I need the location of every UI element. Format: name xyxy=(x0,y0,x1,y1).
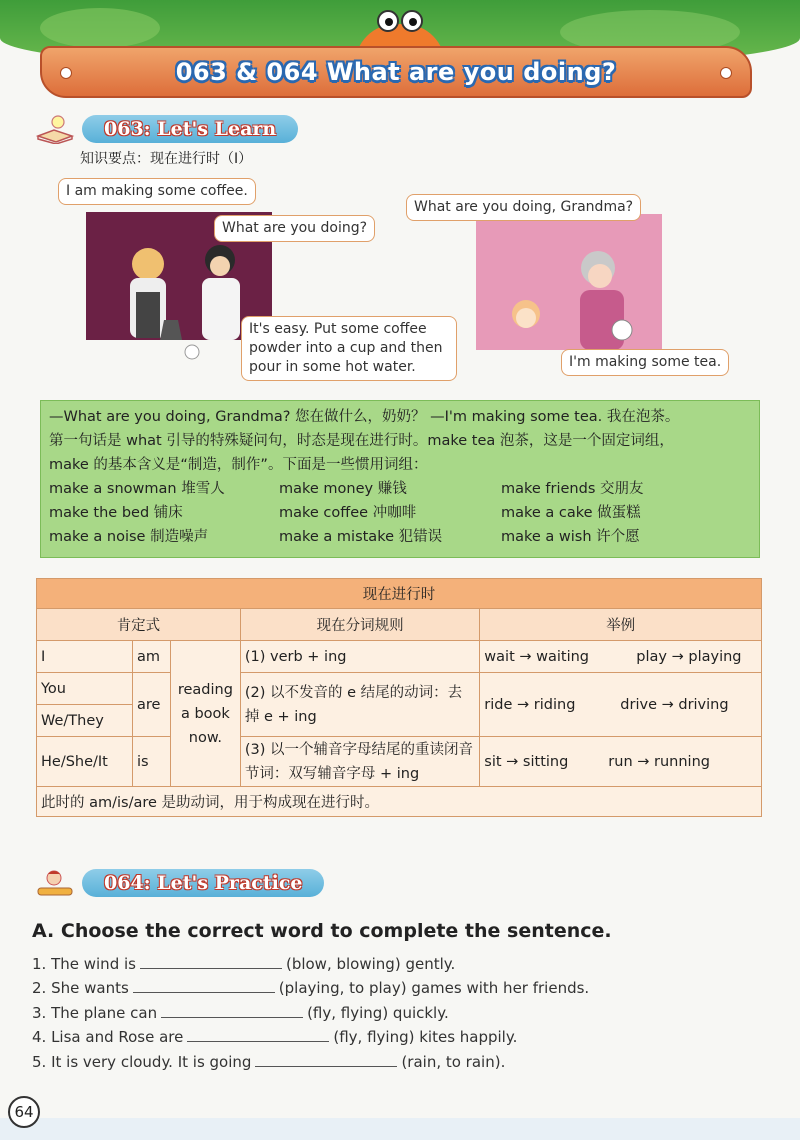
pronoun-cell: He/She/It xyxy=(37,737,133,787)
explanation-box xyxy=(40,400,760,558)
table-header: 肯定式 xyxy=(37,609,241,641)
verb-cell: is xyxy=(132,737,170,787)
answer-blank[interactable] xyxy=(140,955,282,969)
example: run → running xyxy=(608,753,710,770)
table-header: 现在分词规则 xyxy=(240,609,479,641)
phrase: make a wish 许个愿 xyxy=(501,529,640,545)
pronoun-cell: I xyxy=(37,641,133,673)
phrase: make a snowman 堆雪人 xyxy=(49,481,225,497)
note-line: —What are you doing, Grandma? 您在做什么，奶奶？ —I'm making some tea. 我在泡茶。 xyxy=(49,409,680,425)
note-line: make 的基本含义是“制造，制作”。下面是一些惯用词组： xyxy=(49,457,428,473)
example: drive → driving xyxy=(620,696,729,713)
tea-scene-illustration xyxy=(476,214,662,354)
speech-bubble: I'm making some tea. xyxy=(561,349,729,376)
practice-heading xyxy=(36,868,324,898)
item-text: 3. The plane can xyxy=(32,1004,158,1022)
speech-bubble: I am making some coffee. xyxy=(58,178,256,205)
table-footnote: 此时的 am/is/are 是助动词，用于构成现在进行时。 xyxy=(37,787,762,817)
phrase-cell: reading a book now. xyxy=(170,641,240,787)
verb-cell: am xyxy=(132,641,170,673)
exercise-item xyxy=(32,955,455,973)
exercise-item xyxy=(32,1028,517,1046)
rule-cell: (2) 以不发音的 e 结尾的动词：去掉 e + ing xyxy=(240,673,479,737)
item-text: 5. It is very cloudy. It is going xyxy=(32,1053,252,1071)
phrase-row xyxy=(49,477,751,501)
example: play → playing xyxy=(636,648,742,665)
learn-heading xyxy=(36,114,298,144)
example-cell xyxy=(480,673,762,737)
answer-blank[interactable] xyxy=(255,1053,397,1067)
item-text: (playing, to play) games with her friends. xyxy=(278,979,590,997)
answer-blank[interactable] xyxy=(161,1004,303,1018)
note-line: 第一句话是 what 引导的特殊疑问句，时态是现在进行时。make tea 泡茶，这是一个固定词组， xyxy=(49,433,674,449)
leaf-decoration xyxy=(40,8,160,48)
item-text: (fly, flying) quickly. xyxy=(307,1004,449,1022)
grammar-table xyxy=(36,578,762,817)
pronoun-cell: We/They xyxy=(37,705,133,737)
phrase: make money 赚钱 xyxy=(279,481,407,497)
table-header: 举例 xyxy=(480,609,762,641)
verb-cell: are xyxy=(132,673,170,737)
item-text: (blow, blowing) gently. xyxy=(285,955,456,973)
item-text: (rain, to rain). xyxy=(401,1053,506,1071)
phrase: make a mistake 犯错误 xyxy=(279,529,443,545)
item-text: 2. She wants xyxy=(32,979,129,997)
lesson-banner xyxy=(40,46,752,98)
footer-wave xyxy=(0,1118,800,1140)
table-title: 现在进行时 xyxy=(37,579,762,609)
phrase: make a noise 制造噪声 xyxy=(49,529,209,545)
pencil-kid-icon xyxy=(36,868,76,898)
knowledge-point: 知识要点：现在进行时（I） xyxy=(80,151,253,167)
item-text: 1. The wind is xyxy=(32,955,136,973)
answer-blank[interactable] xyxy=(133,979,275,993)
phrase-row xyxy=(49,525,751,549)
example: wait → waiting xyxy=(484,648,590,665)
example: ride → riding xyxy=(484,696,576,713)
example-cell xyxy=(480,641,762,673)
speech-bubble: What are you doing, Grandma? xyxy=(406,194,641,221)
practice-heading-text: 064: Let's Practice xyxy=(82,869,324,897)
example-cell xyxy=(480,737,762,787)
answer-blank[interactable] xyxy=(187,1028,329,1042)
phrase: make the bed 铺床 xyxy=(49,505,183,521)
phrase: make coffee 冲咖啡 xyxy=(279,505,417,521)
phrase: make a cake 做蛋糕 xyxy=(501,505,641,521)
exercise-item xyxy=(32,979,589,997)
exercise-instruction: A. Choose the correct word to complete the sentence. xyxy=(32,920,612,942)
speech-bubble: It's easy. Put some coffee powder into a cup and then pour in some hot water. xyxy=(241,316,457,381)
banner-dot xyxy=(60,67,72,79)
item-text: (fly, flying) kites happily. xyxy=(333,1028,518,1046)
item-text: 4. Lisa and Rose are xyxy=(32,1028,184,1046)
phrase-row xyxy=(49,501,751,525)
banner-dot xyxy=(720,67,732,79)
rule-cell: (1) verb + ing xyxy=(240,641,479,673)
exercise-item xyxy=(32,1053,505,1071)
rule-cell: (3) 以一个辅音字母结尾的重读闭音节词：双写辅音字母 + ing xyxy=(240,737,479,787)
lesson-title: 063 & 064 What are you doing? xyxy=(175,58,617,86)
example: sit → sitting xyxy=(484,753,569,770)
exercise-item xyxy=(32,1004,449,1022)
pronoun-cell: You xyxy=(37,673,133,705)
book-bulb-icon xyxy=(36,114,76,144)
page-number: 64 xyxy=(8,1096,40,1128)
phrase: make friends 交朋友 xyxy=(501,481,644,497)
learn-heading-text: 063: Let's Learn xyxy=(82,115,298,143)
speech-bubble: What are you doing? xyxy=(214,215,375,242)
